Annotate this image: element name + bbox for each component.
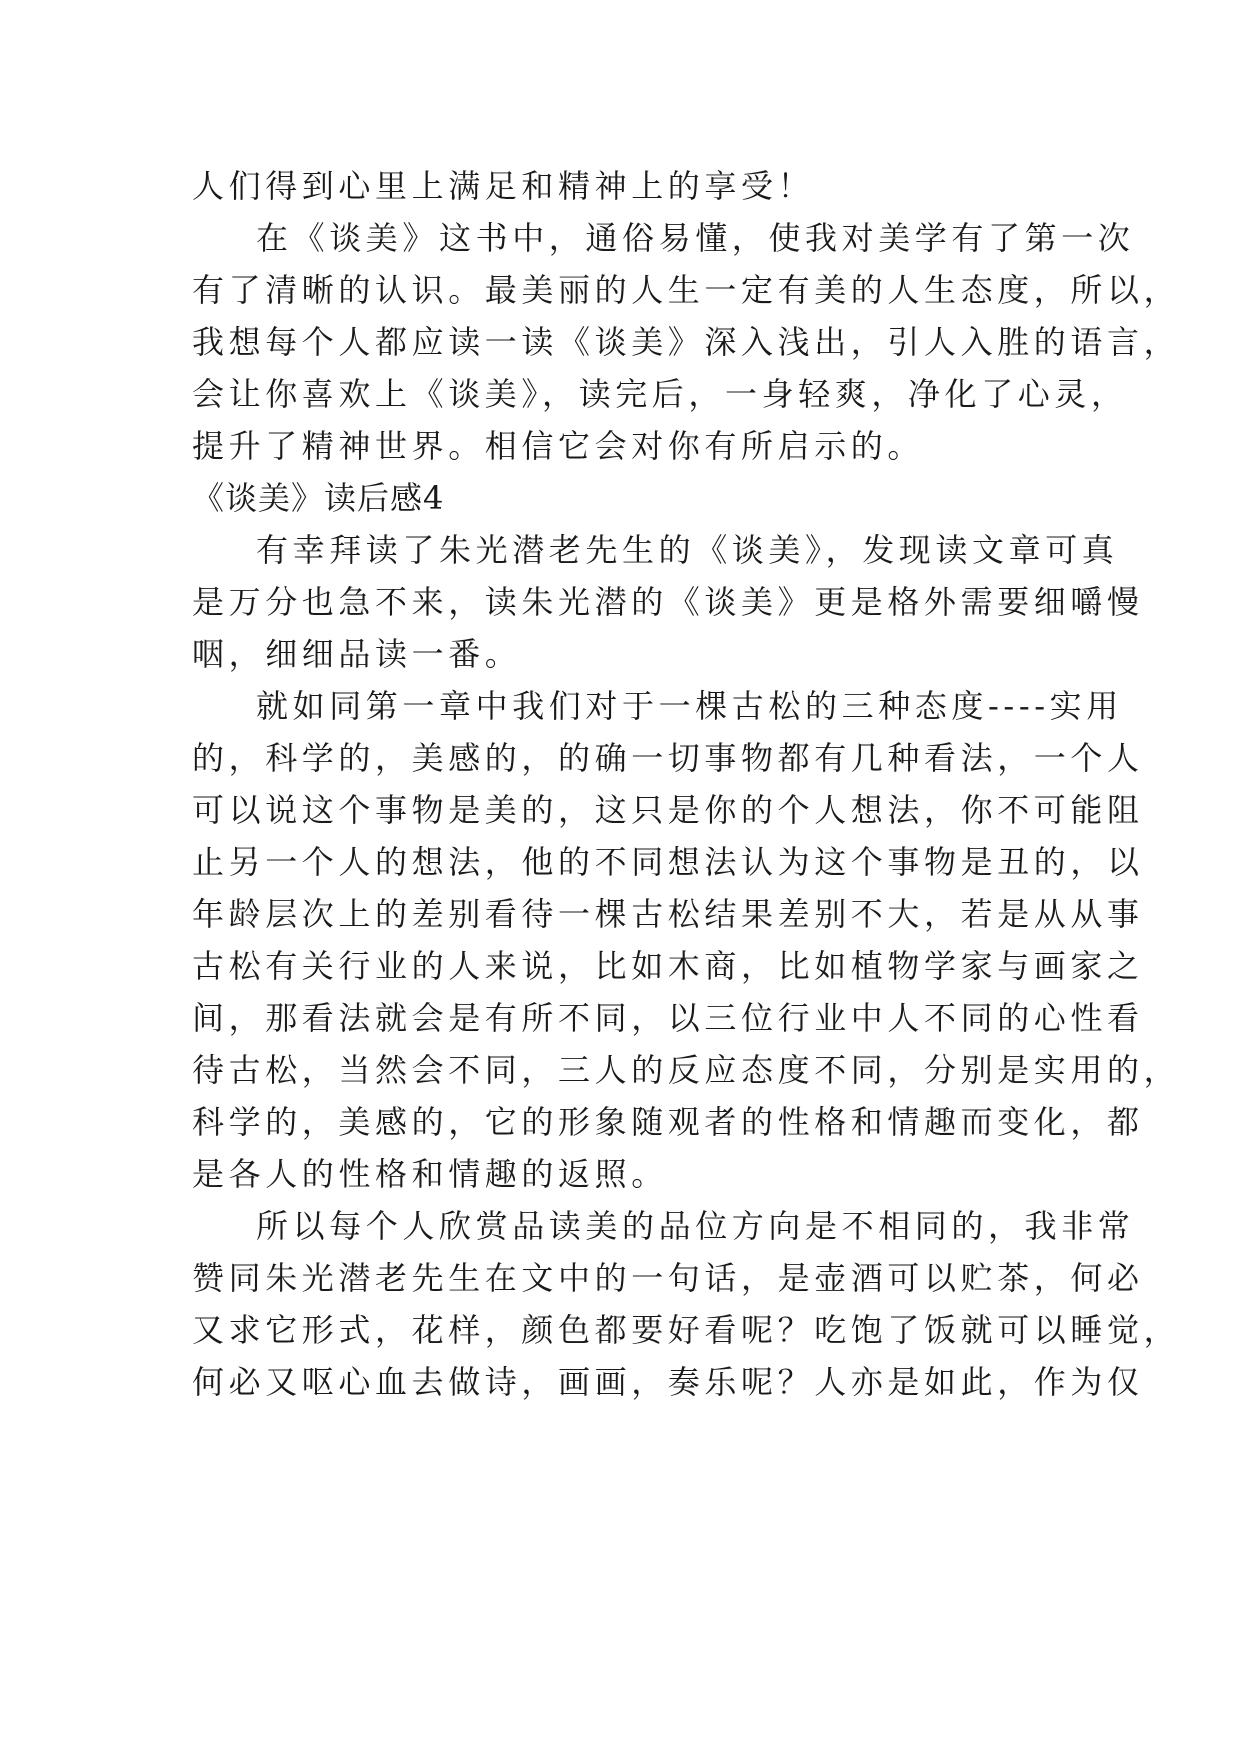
text-line: 会让你喜欢上《谈美》，读完后，一身轻爽，净化了心灵， <box>192 375 1128 413</box>
text-line: 有了清晰的认识。最美丽的人生一定有美的人生态度，所以， <box>192 271 1181 309</box>
document-page <box>192 160 1181 1408</box>
paragraph-first-line: 在《谈美》这书中，通俗易懂，使我对美学有了第一次 <box>256 219 1135 257</box>
text-line: 年龄层次上的差别看待一棵古松结果差别不大，若是从从事 <box>192 895 1144 933</box>
text-line: 的，科学的，美感的，的确一切事物都有几种看法，一个人 <box>192 739 1144 777</box>
text-line: 间，那看法就会是有所不同，以三位行业中人不同的心性看 <box>192 999 1144 1037</box>
text-line: 古松有关行业的人来说，比如木商，比如植物学家与画家之 <box>192 947 1144 985</box>
text-line: 是各人的性格和情趣的返照。 <box>192 1155 668 1193</box>
text-line: 提升了精神世界。相信它会对你有所启示的。 <box>192 427 925 465</box>
text-line: 科学的，美感的，它的形象随观者的性格和情趣而变化，都 <box>192 1103 1144 1141</box>
paragraph-first-line: 所以每个人欣赏品读美的品位方向是不相同的，我非常 <box>256 1207 1135 1245</box>
text-line: 咽，细细品读一番。 <box>192 635 522 673</box>
text-line: 是万分也急不来，读朱光潜的《谈美》更是格外需要细嚼慢 <box>192 583 1144 621</box>
text-line: 可以说这个事物是美的，这只是你的个人想法，你不可能阻 <box>192 791 1144 829</box>
paragraph-first-line: 就如同第一章中我们对于一棵古松的三种态度----实用 <box>256 687 1123 725</box>
text-line: 何必又呕心血去做诗，画画，奏乐呢？人亦是如此，作为仅 <box>192 1363 1144 1401</box>
text-line: 人们得到心里上满足和精神上的享受！ <box>192 167 815 205</box>
text-line: 赞同朱光潜老先生在文中的一句话，是壶酒可以贮茶，何必 <box>192 1259 1144 1297</box>
paragraph-first-line: 有幸拜读了朱光潜老先生的《谈美》，发现读文章可真 <box>256 531 1119 569</box>
section-heading: 《谈美》读后感4 <box>192 479 445 517</box>
text-line: 又求它形式，花样，颜色都要好看呢？吃饱了饭就可以睡觉， <box>192 1311 1181 1349</box>
text-line: 待古松，当然会不同，三人的反应态度不同，分别是实用的， <box>192 1051 1181 1089</box>
text-line: 止另一个人的想法，他的不同想法认为这个事物是丑的，以 <box>192 843 1144 881</box>
text-line: 我想每个人都应读一读《谈美》深入浅出，引人入胜的语言， <box>192 323 1181 361</box>
